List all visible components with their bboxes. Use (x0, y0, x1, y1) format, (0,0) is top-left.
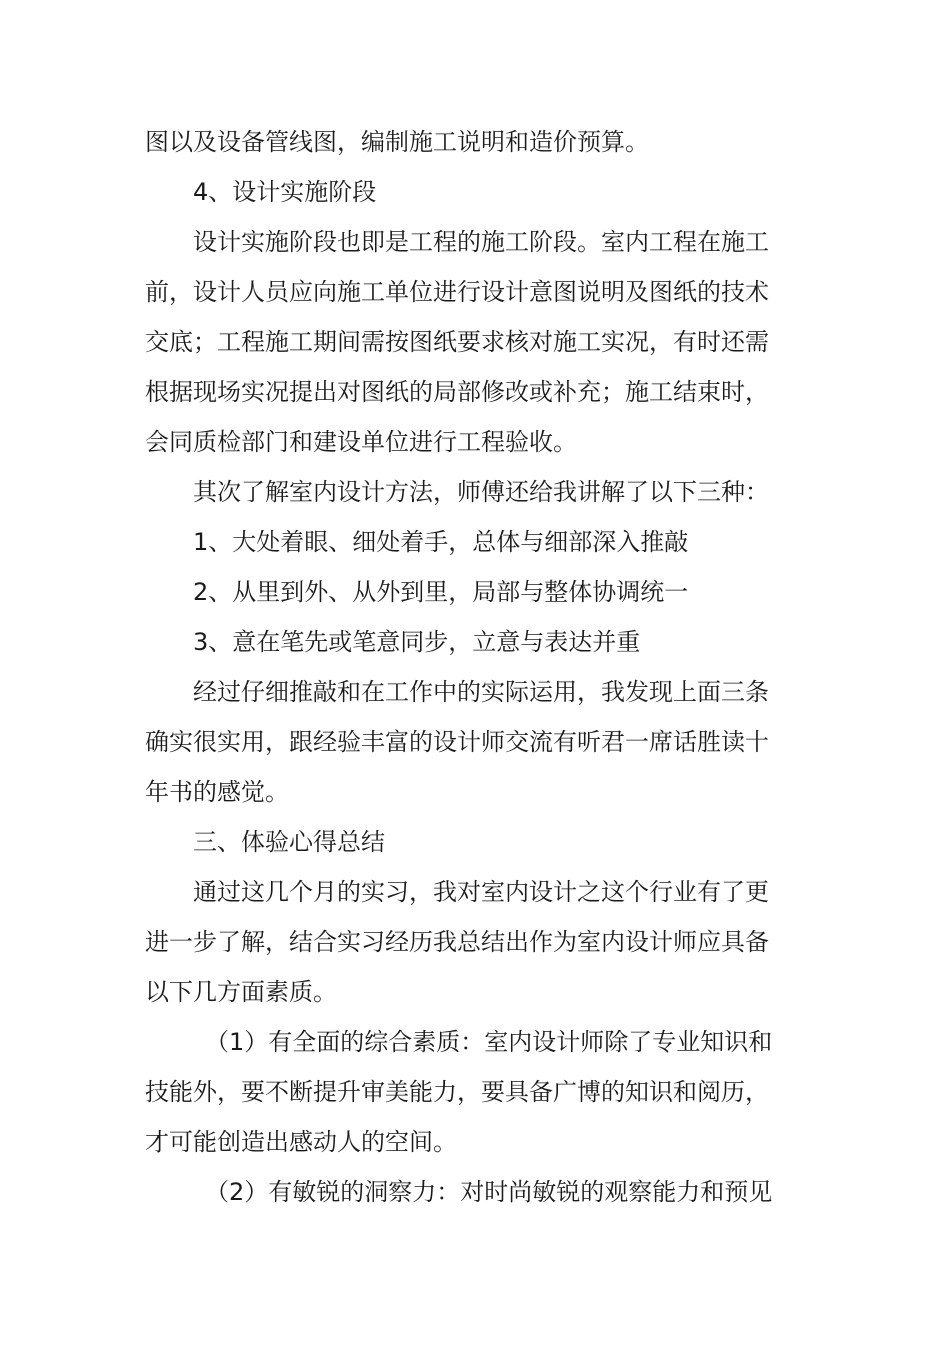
list-item-method-1: 1、大处着眼、细处着手，总体与细部深入推敲 (193, 528, 689, 556)
text-line-17: 进一步了解，结合实习经历我总结出作为室内设计师应具备 (145, 928, 769, 956)
text-line-13: 确实很实用，跟经验丰富的设计师交流有听君一席话胜读十 (145, 728, 769, 756)
text-line-20: 技能外，要不断提升审美能力，要具备广博的知识和阅历， (145, 1078, 769, 1106)
text-line-7: 会同质检部门和建设单位进行工程验收。 (145, 428, 577, 456)
list-item-quality-2: （2）有敏锐的洞察力：对时尚敏锐的观察能力和预见 (205, 1178, 773, 1206)
list-item-method-2: 2、从里到外、从外到里，局部与整体协调统一 (193, 578, 689, 606)
section-heading-summary: 三、体验心得总结 (193, 828, 385, 856)
text-line-5: 交底；工程施工期间需按图纸要求核对施工实况，有时还需 (145, 328, 769, 356)
list-item-quality-1: （1）有全面的综合素质：室内设计师除了专业知识和 (205, 1028, 773, 1056)
text-line-12: 经过仔细推敲和在工作中的实际运用，我发现上面三条 (193, 678, 769, 706)
text-line-8: 其次了解室内设计方法，师傅还给我讲解了以下三种： (193, 478, 769, 506)
text-line-3: 设计实施阶段也即是工程的施工阶段。室内工程在施工 (193, 228, 769, 256)
text-line-16: 通过这几个月的实习，我对室内设计之这个行业有了更 (193, 878, 769, 906)
text-line-14: 年书的感觉。 (145, 778, 289, 806)
text-line-6: 根据现场实况提出对图纸的局部修改或补充；施工结束时， (145, 378, 769, 406)
list-item-method-3: 3、意在笔先或笔意同步，立意与表达并重 (193, 628, 641, 656)
text-line-1: 图以及设备管线图，编制施工说明和造价预算。 (145, 128, 649, 156)
text-line-21: 才可能创造出感动人的空间。 (145, 1128, 457, 1156)
section-heading-design-implementation: 4、设计实施阶段 (193, 178, 377, 206)
text-line-4: 前，设计人员应向施工单位进行设计意图说明及图纸的技术 (145, 278, 769, 306)
text-line-18: 以下几方面素质。 (145, 978, 337, 1006)
